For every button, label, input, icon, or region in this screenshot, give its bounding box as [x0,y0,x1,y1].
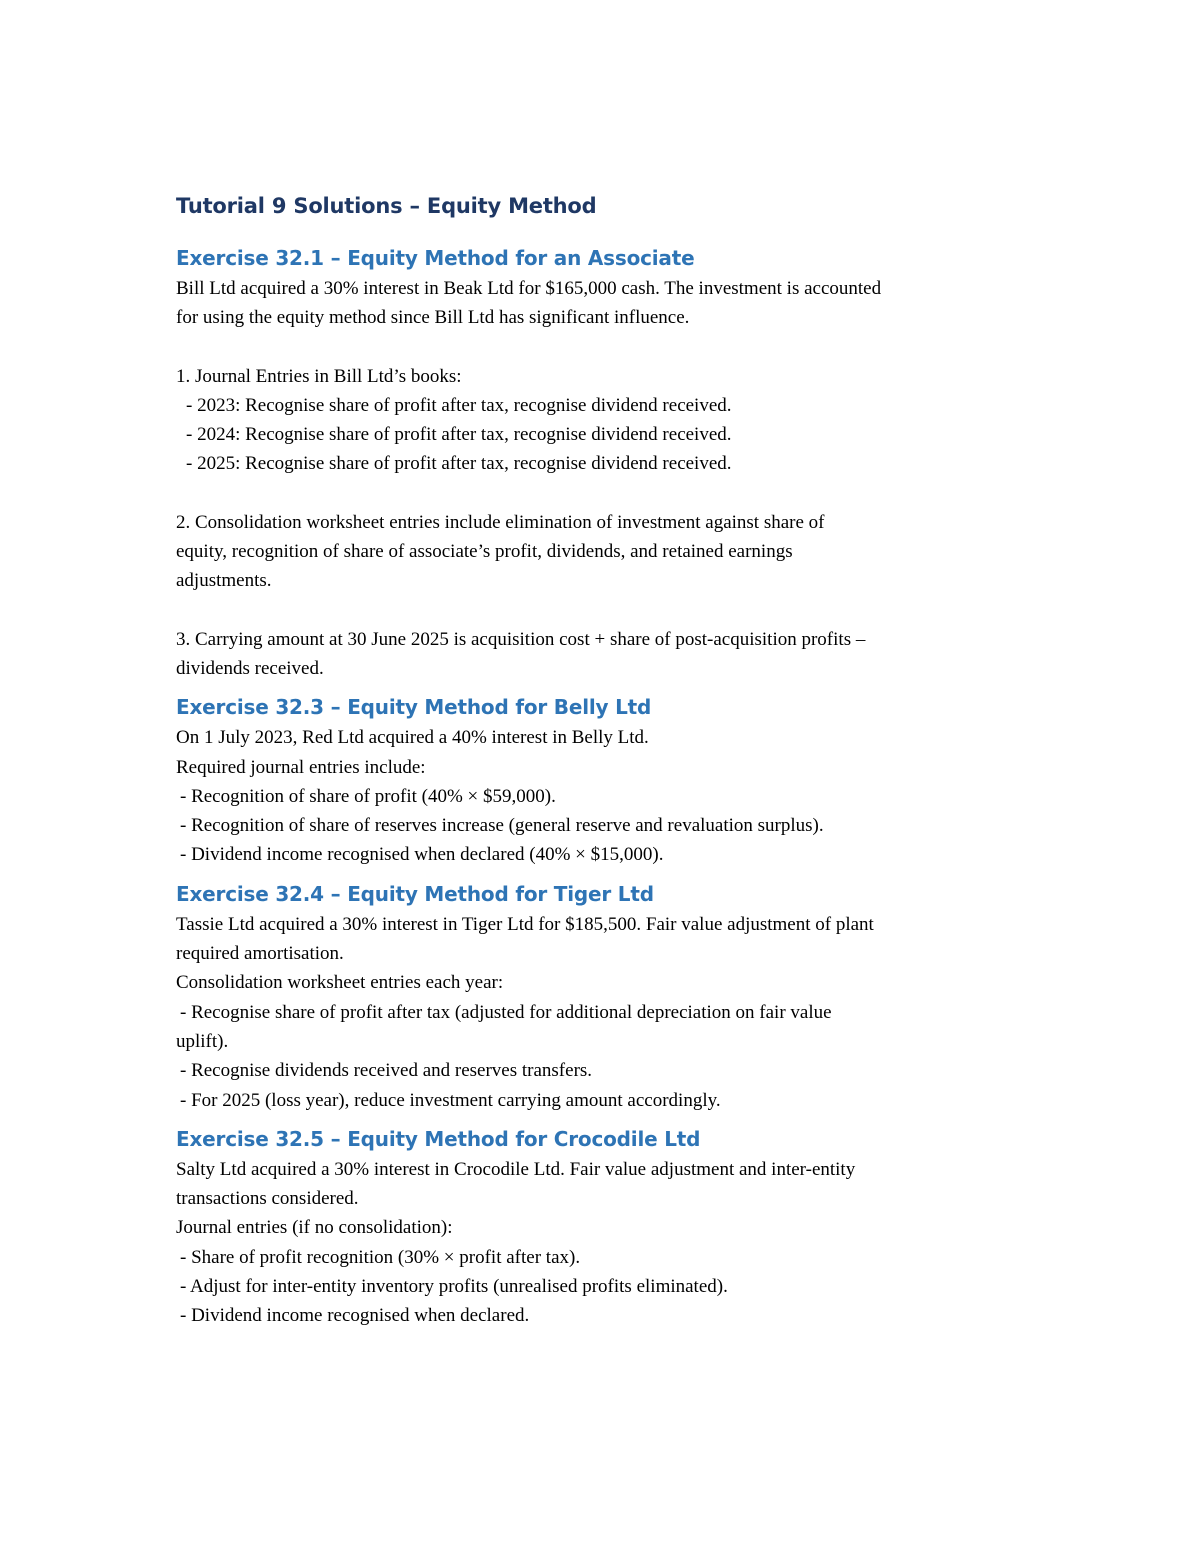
list-item: - For 2025 (loss year), reduce investment carrying amount accordingly. [180,1089,721,1111]
list-item: - Adjust for inter-entity inventory profits (unrealised profits eliminated). [180,1276,728,1298]
exercise-32-5-line-3: Journal entries (if no consolidation): [176,1217,453,1239]
list-item: - Dividend income recognised when declared (40% × $15,000). [180,844,664,866]
list-item-continuation: uplift). [176,1030,229,1052]
exercise-32-1-item-2-line-3: adjustments. [176,570,272,592]
list-item: - 2024: Recognise share of profit after tax, recognise dividend received. [186,424,732,446]
exercise-32-5-list [176,1243,1036,1331]
exercise-32-1-heading: Exercise 32.1 – Equity Method for an Associate [176,246,695,270]
list-item: - Recognition of share of profit (40% × $59,000). [180,785,556,807]
exercise-32-1-item-3-line-2: dividends received. [176,657,324,679]
document-title: Tutorial 9 Solutions – Equity Method [176,194,597,218]
list-item: - 2023: Recognise share of profit after tax, recognise dividend received. [186,394,732,416]
list-item: - Recognise dividends received and reserves transfers. [180,1060,593,1082]
exercise-32-1-intro-line-1: Bill Ltd acquired a 30% interest in Beak Ltd for $165,000 cash. The investment is accounted [176,278,882,299]
exercise-32-1-item-1: 1. Journal Entries in Bill Ltd’s books: [176,365,462,387]
list-item: - Share of profit recognition (30% × profit after tax). [180,1246,581,1268]
document-page [176,188,1036,1331]
exercise-32-4-section [176,878,1036,1115]
exercise-32-5-line-1: Salty Ltd acquired a 30% interest in Crocodile Ltd. Fair value adjustment and inter-entity [176,1158,856,1180]
exercise-32-1-item-1-list [176,391,1036,479]
exercise-32-4-heading: Exercise 32.4 – Equity Method for Tiger Ltd [176,881,654,906]
exercise-32-1-item-2-line-1: 2. Consolidation worksheet entries include elimination of investment against share of [176,511,825,533]
list-item: - Dividend income recognised when declared. [180,1305,530,1327]
exercise-32-3-heading: Exercise 32.3 – Equity Method for Belly Ltd [176,695,652,720]
exercise-32-5-heading: Exercise 32.5 – Equity Method for Crocodile Ltd [176,1126,701,1151]
exercise-32-5-section [176,1123,1036,1331]
exercise-32-3-list [176,782,1036,870]
list-item: - Recognition of share of reserves increase (general reserve and revaluation surplus). [180,815,824,837]
exercise-32-4-line-3: Consolidation worksheet entries each year: [176,972,504,994]
list-item: - Recognise share of profit after tax (adjusted for additional depreciation on fair value [180,1001,832,1023]
exercise-32-4-line-2: required amortisation. [176,943,344,965]
exercise-32-5-line-2: transactions considered. [176,1188,359,1210]
exercise-32-1-item-3-line-1: 3. Carrying amount at 30 June 2025 is acquisition cost + share of post-acquisition profits – [176,628,866,650]
exercise-32-1-item-2-line-2: equity, recognition of share of associate’s profit, dividends, and retained earnings [176,541,793,563]
exercise-32-3-line-2: Required journal entries include: [176,756,426,778]
exercise-32-3-line-1: On 1 July 2023, Red Ltd acquired a 40% interest in Belly Ltd. [176,727,649,749]
exercise-32-4-list [176,998,1036,1115]
exercise-32-1-intro-line-2: for using the equity method since Bill Ltd has significant influence. [176,307,690,329]
exercise-32-3-section [176,691,1036,869]
exercise-32-1-section [176,242,1036,683]
exercise-32-4-line-1: Tassie Ltd acquired a 30% interest in Tiger Ltd for $185,500. Fair value adjustment of plant [176,913,874,935]
list-item: - 2025: Recognise share of profit after tax, recognise dividend received. [186,453,732,475]
